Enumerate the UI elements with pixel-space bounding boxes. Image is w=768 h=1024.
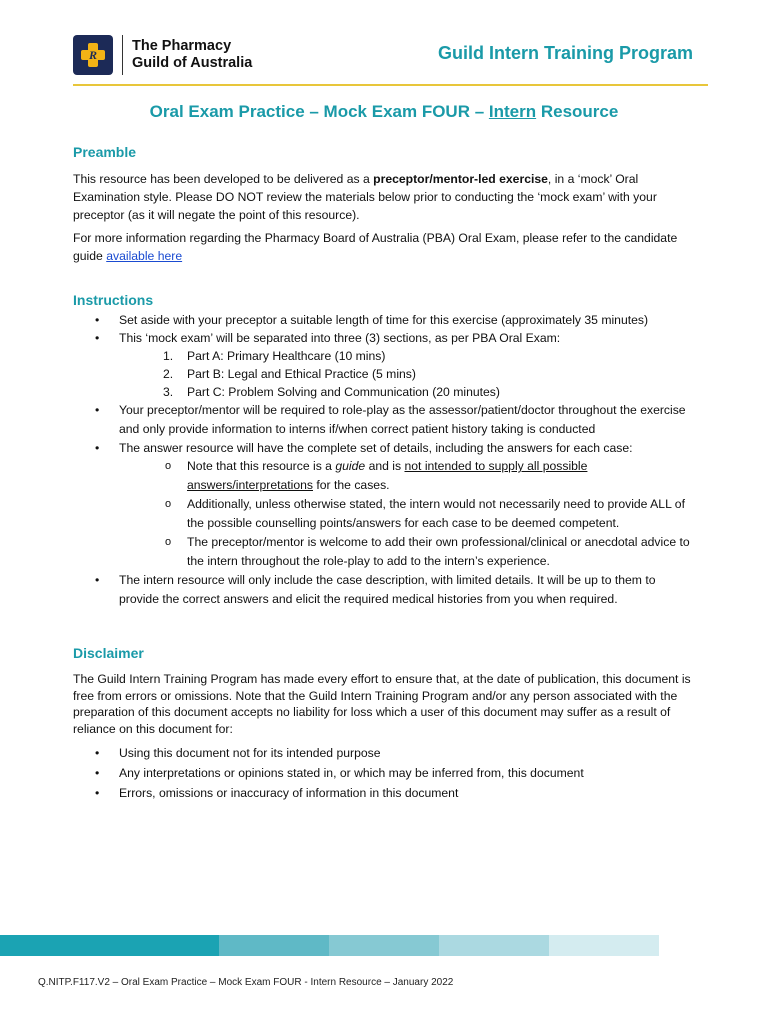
footer-text: Q.NITP.F117.V2 – Oral Exam Practice – Mock Exam FOUR - Intern Resource – January 2022 <box>38 977 454 988</box>
list-item: • Your preceptor/mentor will be required to role-play as the assessor/patient/doctor throughout the exercise and only provide information to interns if/when correct patient history taking is conducted <box>73 401 698 439</box>
disclaimer-list <box>73 743 698 803</box>
part-b: 2. Part B: Legal and Ethical Practice (5 mins) <box>163 367 416 381</box>
footer-bar-segment <box>549 935 659 956</box>
list-item: • Using this document not for its intended purpose <box>73 743 698 763</box>
preamble-paragraph-2: For more information regarding the Pharmacy Board of Australia (PBA) Oral Exam, please refer to the candidate guide available here <box>73 231 678 263</box>
candidate-guide-link[interactable]: available here <box>106 249 183 263</box>
logo-line-2: Guild of Australia <box>132 55 253 71</box>
list-item: • The answer resource will have the complete set of details, including the answers for each case: o Note that this resource is a guide and is not intended to supply all possible answers/interpretations for the cases. o Additionally, unless otherwise stated, the intern would not necessarily need to provide ALL of the possible counselling points/answers for each case to be deemed competent. o The preceptor/mentor is welcome to add their own professional/clinical or anecdotal advice to the intern throughout the role-play to add to the intern’s experience. <box>73 439 698 571</box>
instructions-heading: Instructions <box>73 292 154 308</box>
disclaimer-heading: Disclaimer <box>73 645 144 661</box>
footer-bar-segment <box>439 935 549 956</box>
sub-list <box>141 457 698 571</box>
sub-item-preceptor-advice: o The preceptor/mentor is welcome to add their own professional/clinical or anecdotal advice to the intern throughout the role-play to add to the intern’s experience. <box>141 533 698 571</box>
part-a: 1. Part A: Primary Healthcare (10 mins) <box>163 349 386 363</box>
document-body <box>73 142 698 803</box>
preamble-heading: Preamble <box>73 144 137 160</box>
parts-list <box>141 347 698 401</box>
page-title: Oral Exam Practice – Mock Exam FOUR – Intern Resource <box>149 102 619 121</box>
footer-bar-segment <box>219 935 329 956</box>
logo-line-1: The Pharmacy <box>132 38 232 54</box>
cross-icon: R <box>81 43 105 67</box>
pharmacy-guild-logo <box>73 35 113 75</box>
title-underlined: Intern <box>488 102 537 121</box>
header-rule <box>73 84 708 86</box>
footer-bar-segment <box>329 935 439 956</box>
list-item: • Set aside with your preceptor a suitable length of time for this exercise (approximately 35 minutes) <box>73 311 698 329</box>
list-item: • The intern resource will only include the case description, with limited details. It will be up to them to provide the correct answers and elicit the required medical histories from you when required. <box>73 571 698 609</box>
disclaimer-paragraph: The Guild Intern Training Program has made every effort to ensure that, at the date of publication, this document is free from errors or omissions. Note that the Guild Intern Training Program and/or any person associated with the preparation of this document accepts no liability for loss which a user of this document may suffer as a result of reliance on this document for: <box>73 672 691 736</box>
list-item: • Errors, omissions or inaccuracy of information in this document <box>73 783 698 803</box>
sub-item-competency: o Additionally, unless otherwise stated, the intern would not necessarily need to provide ALL of the possible counselling points/answers for each case to be deemed competent. <box>141 495 698 533</box>
logo-divider <box>122 35 123 75</box>
preamble-paragraph-1: This resource has been developed to be delivered as a preceptor/mentor-led exercise, in a ‘mock’ Oral Examination style. Please DO NOT review the materials below prior to conducting the ‘mock exam’ with your preceptor (as it will negate the point of this resource). <box>73 172 657 222</box>
program-title: Guild Intern Training Program <box>437 43 693 63</box>
list-item: • This ‘mock exam’ will be separated into three (3) sections, as per PBA Oral Exam: 1. Part A: Primary Healthcare (10 mins) 2. Part B: Legal and Ethical Practice (5 mins) 3. Part C: Problem Solving and Communication (20 minutes) <box>73 329 698 401</box>
page-header <box>0 0 768 90</box>
sub-item-guide-note: o Note that this resource is a guide and is not intended to supply all possible answers/interpretations for the cases. <box>141 457 698 495</box>
instructions-list <box>73 311 698 609</box>
footer-bar-segment <box>0 935 219 956</box>
list-item: • Any interpretations or opinions stated in, or which may be inferred from, this document <box>73 763 698 783</box>
logo-text <box>132 38 252 72</box>
part-c: 3. Part C: Problem Solving and Communication (20 minutes) <box>163 385 500 399</box>
